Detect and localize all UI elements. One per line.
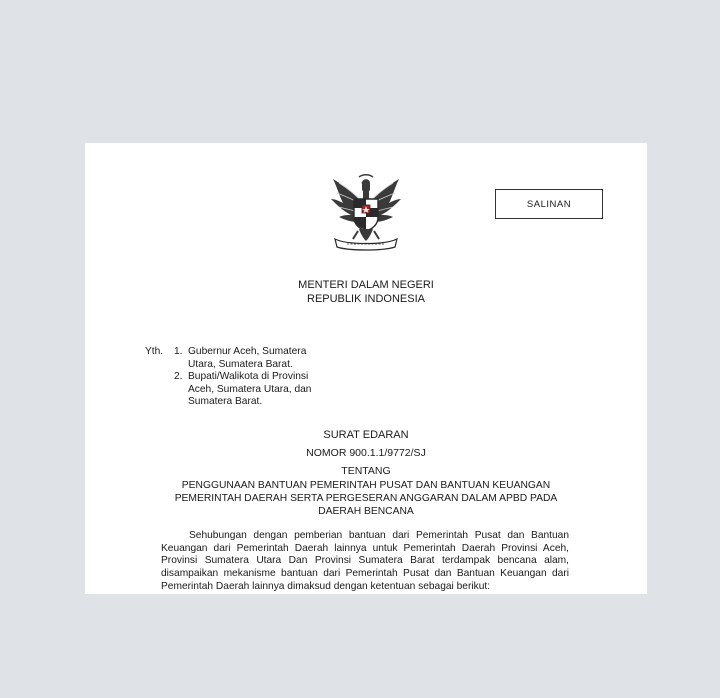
addressee-item xyxy=(174,371,334,409)
addressee-item-line: Aceh, Sumatera Utara, dan xyxy=(188,383,312,395)
addressee-item-number: 1. xyxy=(174,346,183,357)
addressee-item xyxy=(174,346,334,371)
addressee-prefix: Yth. xyxy=(145,346,164,357)
letterhead-republic: REPUBLIK INDONESIA xyxy=(307,293,425,305)
letterhead-ministry: MENTERI DALAM NEGERI xyxy=(298,279,434,291)
circular-about: TENTANG xyxy=(341,465,391,477)
circular-number: NOMOR 900.1.1/9772/SJ xyxy=(306,447,426,459)
addressee-item-line: Utara, Sumatera Barat. xyxy=(188,358,293,370)
circular-subject-line: DAERAH BENCANA xyxy=(318,505,414,517)
body-paragraph: Sehubungan dengan pemberian bantuan dari Pemerintah Pusat dan Bantuan Keuangan dari Pemerintah Daerah lainnya untuk Pemerintah Daerah Provinsi Aceh, Provinsi Sumatera Utara Dan Provinsi Sumatera Barat terdampak bencana alam, disampaikan mekanisme bantuan dari Pemerintah Pusat dan Bantuan Keuangan dari Pemerintah Daerah lainnya dimaksud dengan ketentuan sebagai berikut: xyxy=(161,530,569,592)
document-page xyxy=(85,143,647,594)
addressee-item-line: Sumatera Barat. xyxy=(188,396,263,408)
circular-subject-line: PENGGUNAAN BANTUAN PEMERINTAH PUSAT DAN BANTUAN KEUANGAN xyxy=(181,480,551,491)
addressee-list xyxy=(174,346,334,409)
addressee-item-line: Gubernur Aceh, Sumatera xyxy=(188,346,307,357)
circular-title: SURAT EDARAN xyxy=(323,429,409,441)
circular-subject-line: PEMERINTAH DAERAH SERTA PERGESERAN ANGGARAN DALAM APBD PADA xyxy=(174,492,558,504)
copy-stamp xyxy=(495,189,603,219)
circular-subject xyxy=(163,480,569,518)
copy-stamp-label: SALINAN xyxy=(526,198,572,210)
addressee-item-number: 2. xyxy=(174,371,183,383)
garuda-emblem-icon xyxy=(329,173,403,251)
addressee-item-line: Bupati/Walikota di Provinsi xyxy=(188,371,309,383)
letterhead xyxy=(85,278,647,306)
